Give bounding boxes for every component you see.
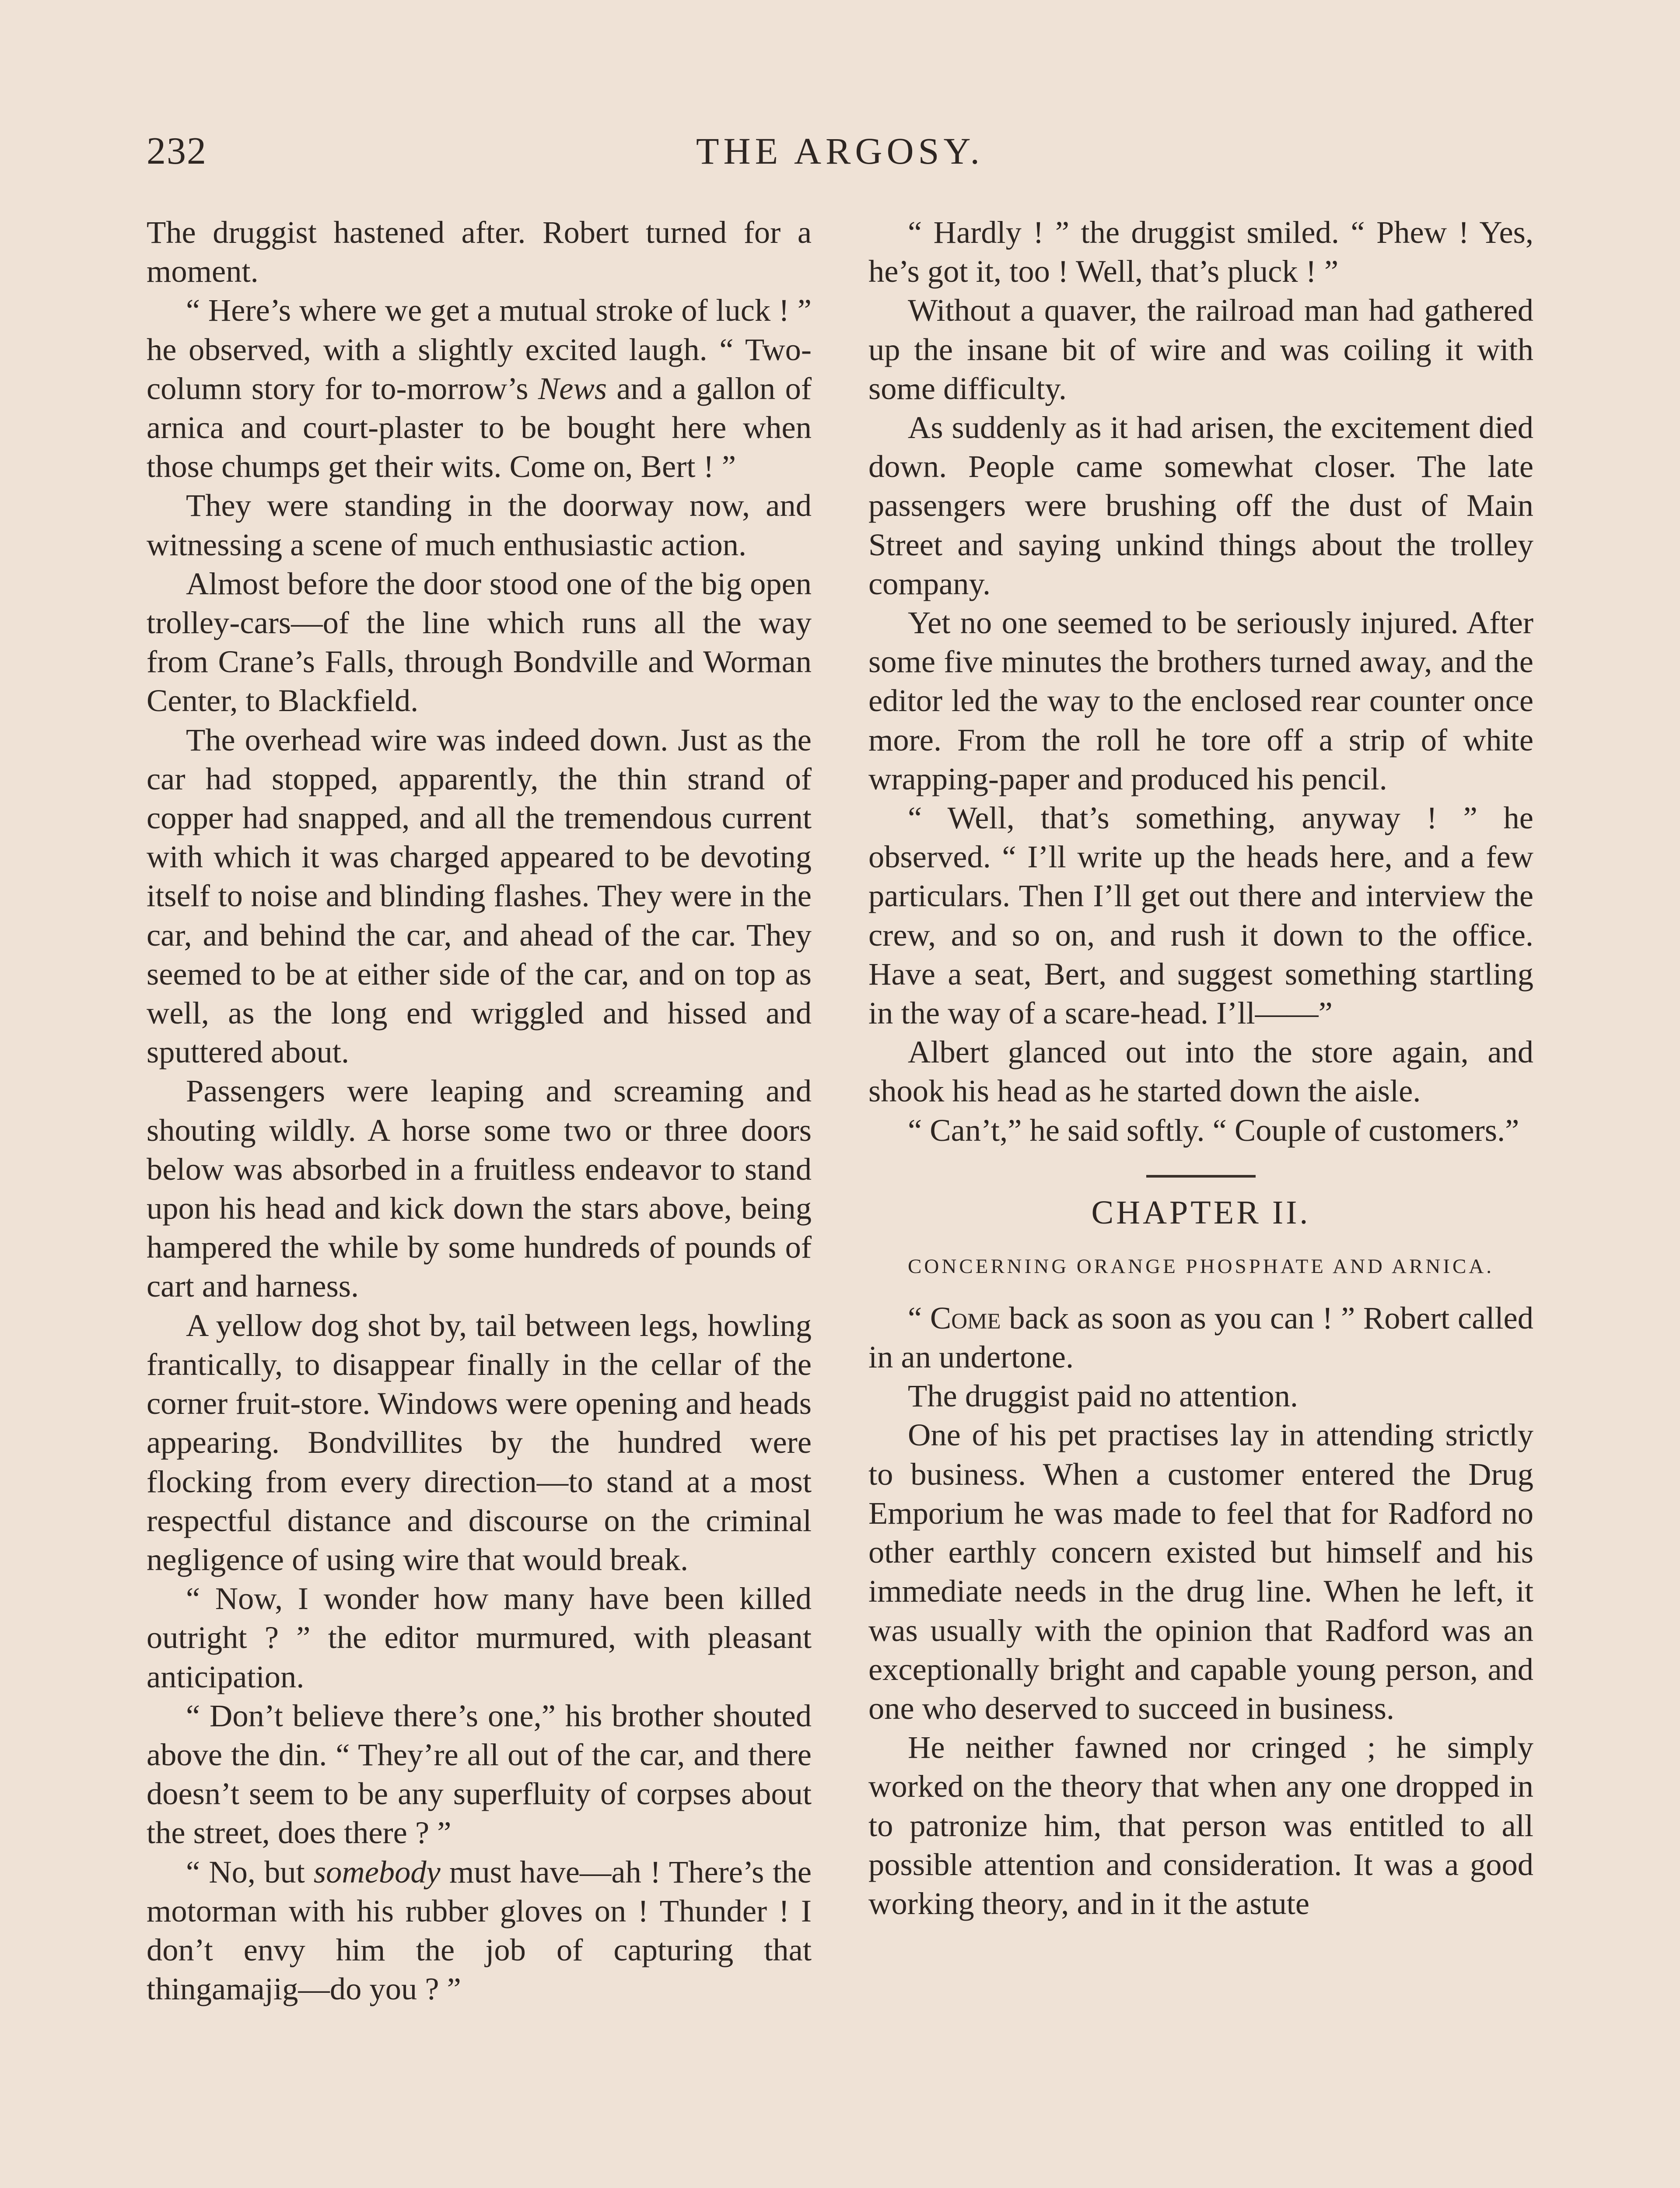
journal-title: THE ARGOSY. — [696, 130, 984, 172]
paragraph: Passengers were leaping and screaming and shouting wildly. A horse some two or three doors below was absorbed in a fruitless endeavor to stand upon his head and kick down the stars above, being hampered the while by some hundreds of pounds of cart and harness. — [147, 1073, 812, 1304]
opening-quote: “ — [908, 1300, 930, 1336]
paragraph: The overhead wire was indeed down. Just as the car had stopped, apparently, the thin strand of copper had snapped, and all the tremendous current with which it was charged appeared to be devoting itself to noise and blinding flashes. They were in the car, and behind the car, and ahead of the car. They seemed to be at either side of the car, and on top as well, as the long end wriggled and hissed and sputtered about. — [147, 722, 812, 1070]
paragraph: “ Well, that’s something, anyway ! ” he observed. “ I’ll write up the heads here, and a few particulars. Then I’ll get out there and interview the crew, and so on, and rush it down to the office. Have a seat, Bert, and suggest something startling in the way of a scare-head. I’ll——” — [868, 800, 1533, 1031]
paragraph: The druggist hastened after. Robert turned for a moment. — [147, 214, 812, 289]
paragraph: Without a quaver, the railroad man had gathered up the insane bit of wire and was coiling it with some difficulty. — [868, 292, 1533, 406]
paragraph: “ Now, I wonder how many have been killed outright ? ” the editor murmured, with pleasant anticipation. — [147, 1581, 812, 1694]
paragraph: Almost before the door stood one of the big open trolley-cars—of the line which runs all the way from Crane’s Falls, through Bondville and Worman Center, to Blackfield. — [147, 565, 812, 719]
opening-paragraph-rest: back as soon as you can ! ” Robert called in an undertone. — [868, 1300, 1533, 1375]
chapter-heading: CHAPTER II. — [1091, 1194, 1311, 1231]
paragraph: “ Here’s where we get a mutual stroke of luck ! ” he observed, with a slightly excited laugh. “ Two-column story for to-morrow’s News and a gallon of arnica and court-plaster to be bought here when those chumps get their wits. Come on, Bert ! ” — [147, 292, 812, 484]
chapter-opening-paragraph — [868, 1298, 1533, 1376]
chapter-subtitle: CONCERNING ORANGE PHOSPHATE AND ARNICA. — [908, 1255, 1494, 1278]
paragraph: They were standing in the doorway now, and witnessing a scene of much enthusiastic action. — [147, 487, 812, 562]
page-number: 232 — [147, 130, 207, 172]
right-column — [868, 213, 1533, 1923]
opening-word-smallcaps: Come — [930, 1300, 1001, 1336]
paragraph: Albert glanced out into the store again, and shook his head as he started down the aisle. — [868, 1034, 1533, 1109]
paragraph: A yellow dog shot by, tail between legs, howling frantically, to disappear finally in the cellar of the corner fruit-store. Windows were opening and heads appearing. Bondvillites by the hundred were flocking from every direction—to stand at a most respectful distance and discourse on the criminal negligence of using wire that would break. — [147, 1307, 812, 1577]
paragraph: The druggist paid no attention. — [908, 1378, 1298, 1414]
paragraph: “ Don’t believe there’s one,” his brother shouted above the din. “ They’re all out of the car, and there doesn’t seem to be any superfluity of corpses about the street, does there ? ” — [147, 1697, 812, 1851]
chapter-divider-rule — [1146, 1175, 1256, 1178]
paragraph: “ Hardly ! ” the druggist smiled. “ Phew ! Yes, he’s got it, too ! Well, that’s pluck ! ” — [868, 214, 1533, 289]
paragraph: “ No, but somebody must have—ah ! There’s the motorman with his rubber gloves on ! Thunder ! I don’t envy him the job of capturing that thingamajig—do you ? ” — [147, 1854, 812, 2007]
paragraph: One of his pet practises lay in attending strictly to business. When a customer entered the Drug Emporium he was made to feel that for Radford no other earthly concern existed but himself and his immediate needs in the drug line. When he left, it was usually with the opinion that Radford was an exceptionally bright and capable young person, and one who deserved to succeed in business. — [868, 1417, 1533, 1726]
paragraph: He neither fawned nor cringed ; he simply worked on the theory that when any one dropped in to patronize him, that person was entitled to all possible attention and consideration. It was a good working theory, and in it the astute — [868, 1729, 1533, 1921]
paragraph: Yet no one seemed to be seriously injured. After some five minutes the brothers turned away, and the editor led the way to the enclosed rear counter once more. From the roll he tore off a strip of white wrapping-paper and produced his pencil. — [868, 605, 1533, 796]
paragraph: As suddenly as it had arisen, the excitement died down. People came somewhat closer. The late passengers were brushing off the dust of Main Street and saying unkind things about the trolley company. — [868, 410, 1533, 601]
left-column — [147, 213, 812, 2008]
running-head — [147, 125, 1533, 173]
paragraph: “ Can’t,” he said softly. “ Couple of customers.” — [908, 1112, 1519, 1148]
